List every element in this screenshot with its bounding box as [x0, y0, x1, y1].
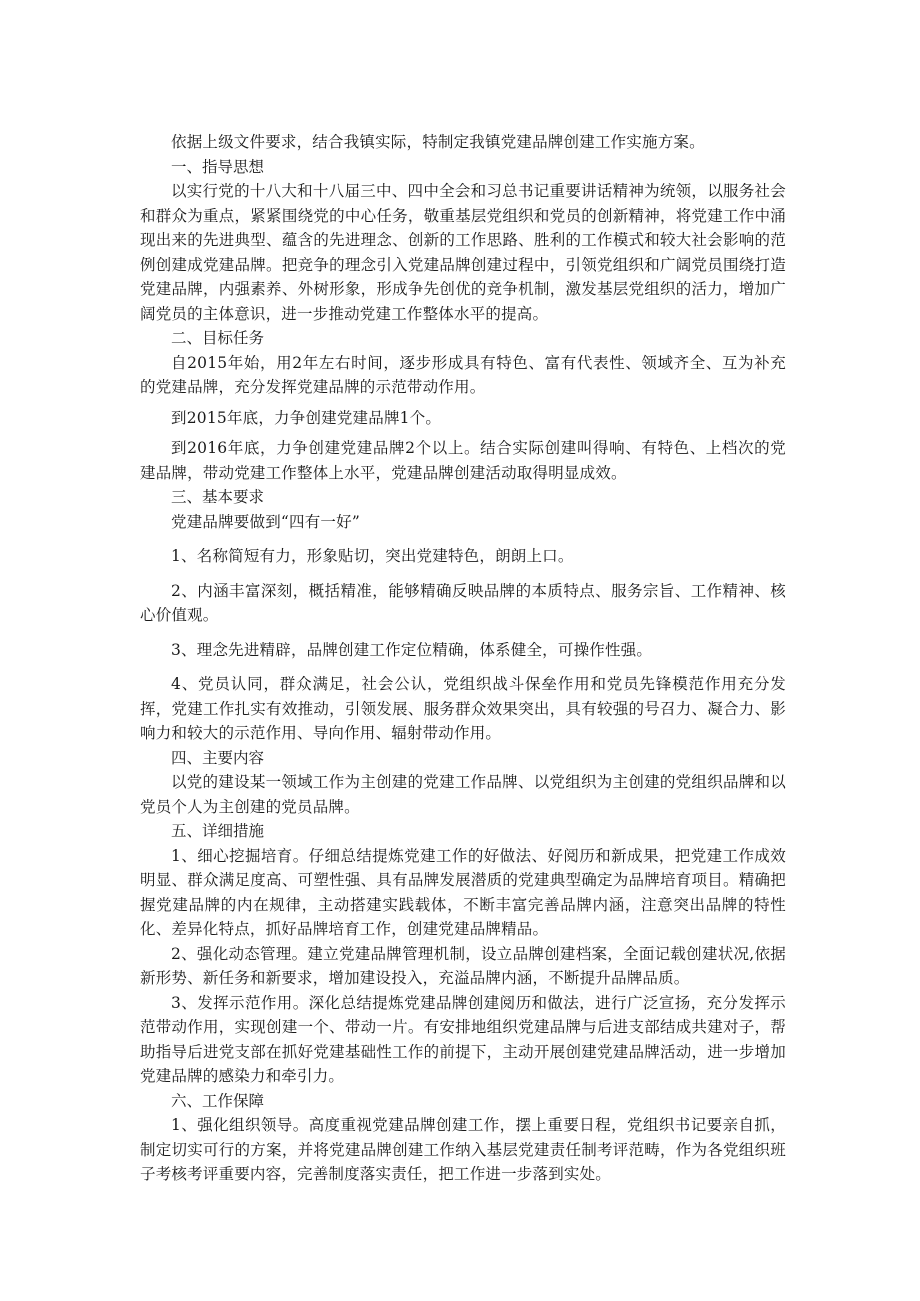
requirement-1: 1、名称简短有力，形象贴切，突出党建特色，朗朗上口。 — [171, 547, 574, 565]
measure-1: 1、细心挖掘培育。仔细总结提炼党建工作的好做法、好阅历和新成果，把党建工作成效明显、群众满足度高、可塑性强、具有品牌发展潜质的党建典型确定为品牌培育项目。精确把握党建品牌的内在规律，主动搭建实践载体，不断丰富完善品牌内涵，注意突出品牌的特性化、差异化特点，抓好品牌培育工作，创建党建品牌精品。 — [140, 846, 786, 938]
measure-3: 3、发挥示范作用。深化总结提炼党建品牌创建阅历和做法，进行广泛宣扬，充分发挥示范带动作用，实现创建一个、带动一片。有安排地组织党建品牌与后进支部结成共建对子，帮助指导后进党支部在抓好党建基础性工作的前提下，主动开展创建党建品牌活动，进一步增加党建品牌的感染力和牵引力。 — [140, 993, 786, 1085]
section-heading-measures: 五、详细措施 — [171, 822, 265, 840]
goals-paragraph-3: 到2016年底，力争创建党建品牌2个以上。结合实际创建叫得响、有特色、上档次的党建品牌，带动党建工作整体上水平，党建品牌创建活动取得明显成效。 — [140, 439, 786, 482]
goals-paragraph-2: 到2015年底，力争创建党建品牌1个。 — [171, 408, 442, 427]
section-heading-main-content: 四、主要内容 — [171, 748, 265, 767]
requirement-4: 4、党员认同，群众满足，社会公认，党组织战斗保垒作用和党员先锋模范作用充分发挥，党建工作扎实有效推动，引领发展、服务群众效果突出，具有较强的号召力、凝合力、影响力和较大的示范作用、导向作用、辐射带动作用。 — [140, 675, 786, 742]
main-content-paragraph: 以党的建设某一领域工作为主创建的党建工作品牌、以党组织为主创建的党组织品牌和以党员个人为主创建的党员品牌。 — [140, 773, 786, 816]
section-heading-guiding-ideology: 一、指导思想 — [171, 157, 265, 176]
requirement-2: 2、内涵丰富深刻，概括精准，能够精确反映品牌的本质特点、服务宗旨、工作精神、核心价值观。 — [140, 581, 786, 624]
section-heading-requirements: 三、基本要求 — [171, 488, 265, 506]
goals-paragraph-1: 自2015年始，用2年左右时间，逐步形成具有特色、富有代表性、领域齐全、互为补充的党建品牌，充分发挥党建品牌的示范带动作用。 — [140, 353, 786, 396]
requirements-intro: 党建品牌要做到“四有一好” — [171, 512, 360, 531]
measure-2: 2、强化动态管理。建立党建品牌管理机制，设立品牌创建档案，全面记载创建状况,依据新形势、新任务和新要求，增加建设投入，充溢品牌内涵，不断提升品牌品质。 — [140, 944, 786, 987]
section-heading-goals: 二、目标任务 — [171, 329, 265, 347]
requirement-3: 3、理念先进精辟，品牌创建工作定位精确，体系健全，可操作性强。 — [171, 640, 653, 659]
document-body — [140, 130, 786, 1187]
guarantee-1: 1、强化组织领导。高度重视党建品牌创建工作，摆上重要日程，党组织书记要亲自抓，制定切实可行的方案，并将党建品牌创建工作纳入基层党建责任制考评范畴，作为各党组织班子考核考评重要内容，完善制度落实责任，把工作进一步落到实处。 — [140, 1116, 786, 1183]
guiding-ideology-paragraph: 以实行党的十八大和十八届三中、四中全会和习总书记重要讲话精神为统领，以服务社会和群众为重点，紧紧围绕党的中心任务，敬重基层党组织和党员的创新精神，将党建工作中涌现出来的先进典型、蕴含的先进理念、创新的工作思路、胜利的工作模式和较大社会影响的范例创建成党建品牌。把竞争的理念引入党建品牌创建过程中，引领党组织和广阔党员围绕打造党建品牌，内强素养、外树形象，形成争先创优的竞争机制，激发基层党组织的活力，增加广阔党员的主体意识，进一步推动党建工作整体水平的提高。 — [140, 182, 786, 323]
section-heading-guarantee: 六、工作保障 — [171, 1091, 265, 1110]
intro-paragraph: 依据上级文件要求，结合我镇实际，特制定我镇党建品牌创建工作实施方案。 — [171, 133, 705, 151]
